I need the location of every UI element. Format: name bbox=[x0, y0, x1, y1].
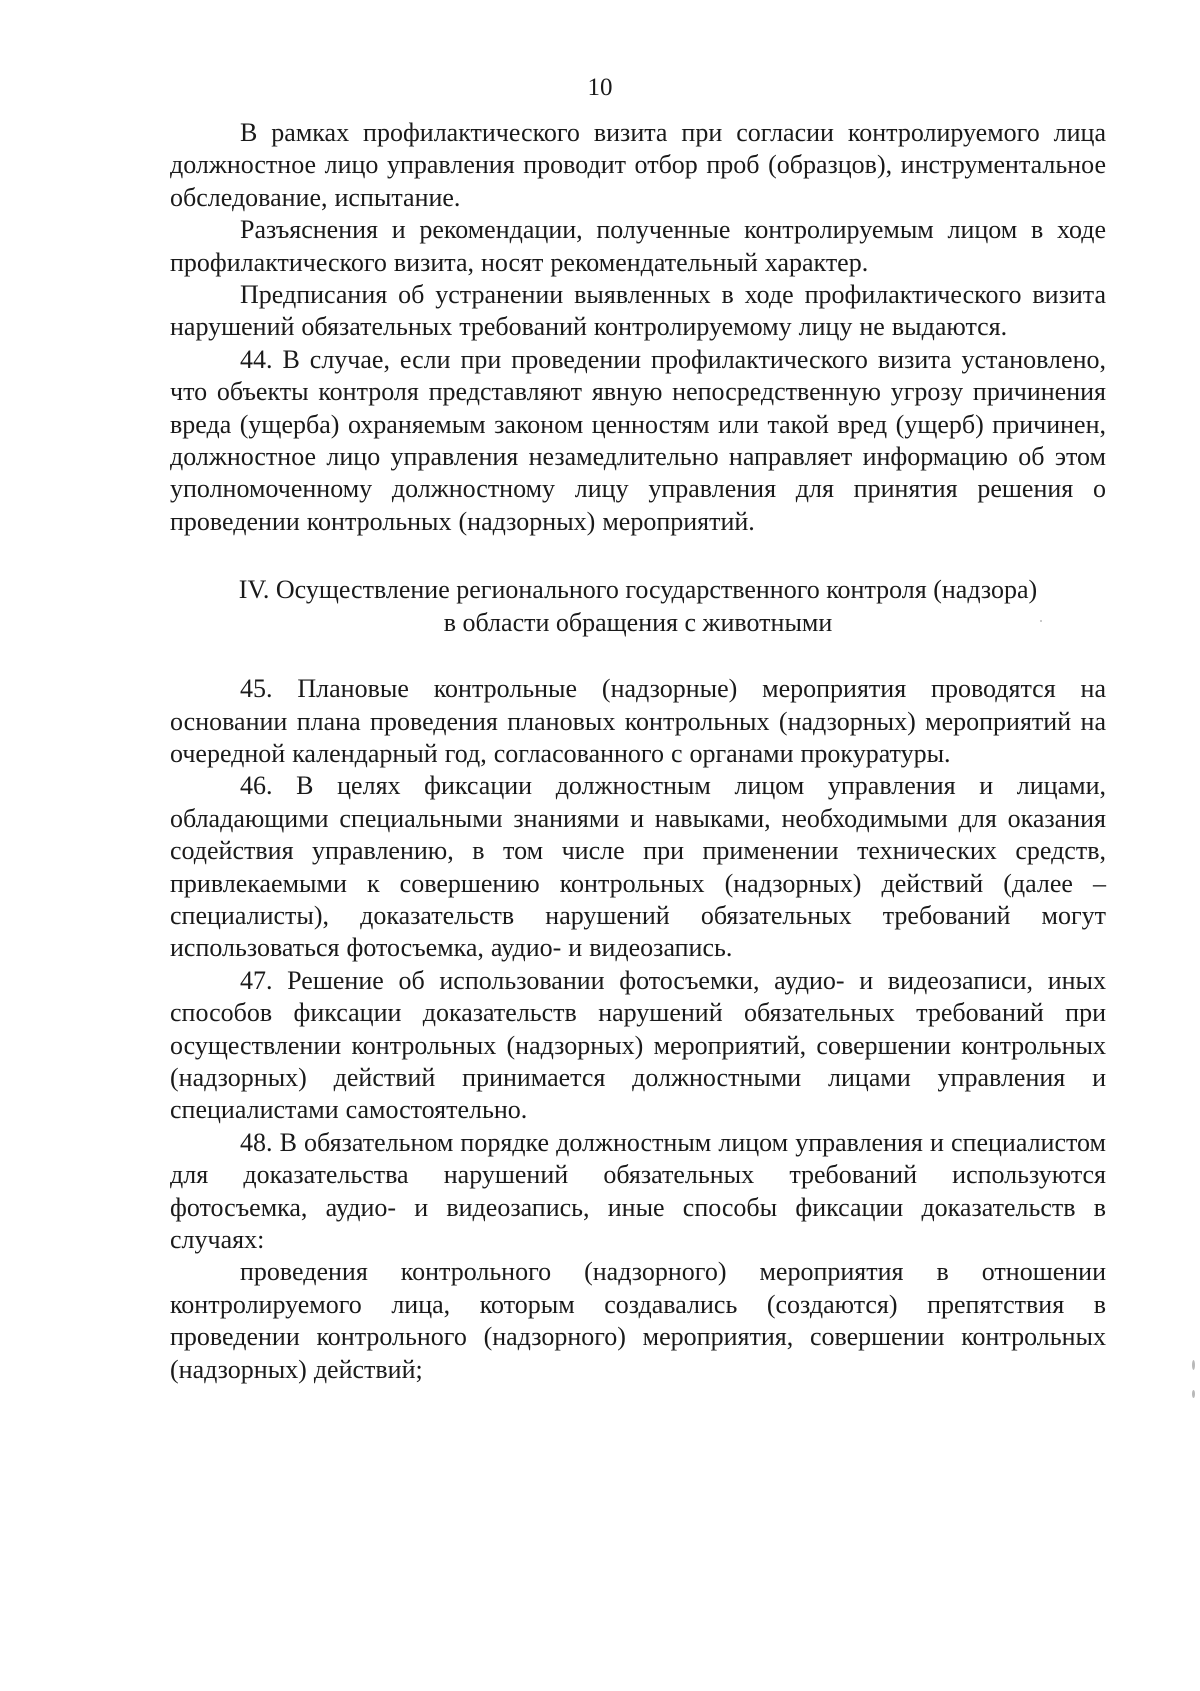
paragraph: проведения контрольного (надзорного) мероприятия в отношении контролируемого лица, которым создавались (создаются) препятствия в проведении контрольного (надзорного) мероприятия, совершении контрольных (надзорных) действий; bbox=[170, 1257, 1106, 1384]
paragraph-48: 48. В обязательном порядке должностным лицом управления и специалистом для доказательства нарушений обязательных требований используются фотосъемка, аудио- и видеозапись, иные способы фиксации доказательств в случаях: bbox=[170, 1127, 1106, 1254]
scan-speck bbox=[1192, 1390, 1195, 1398]
document-body bbox=[170, 117, 1106, 1386]
paragraph: Предписания об устранении выявленных в ходе профилактического визита нарушений обязательных требований контролируемому лицу не выдаются. bbox=[170, 280, 1106, 342]
paragraph: Разъяснения и рекомендации, полученные контролируемым лицом в ходе профилактического визита, носят рекомендательный характер. bbox=[170, 215, 1106, 277]
paragraph-47: 47. Решение об использовании фотосъемки, аудио- и видеозаписи, иных способов фиксации доказательств нарушений обязательных требований при осуществлении контрольных (надзорных) мероприятий, совершении контрольных (надзорных) действий принимается должностными лицами управления и специалистами самостоятельно. bbox=[170, 965, 1106, 1125]
scan-speck bbox=[1040, 620, 1042, 622]
paragraph: В рамках профилактического визита при согласии контролируемого лица должностное лицо управления проводит отбор проб (образцов), инструментальное обследование, испытание. bbox=[170, 118, 1106, 212]
paragraph-46: 46. В целях фиксации должностным лицом управления и лицами, обладающими специальными знаниями и навыками, необходимыми для оказания содействия управлению, в том числе при применении технических средств, привлекаемыми к совершению контрольных (надзорных) действий (далее – специалисты), доказательств нарушений обязательных требований могут использоваться фотосъемка, аудио- и видеозапись. bbox=[170, 771, 1106, 963]
paragraph-44: 44. В случае, если при проведении профилактического визита установлено, что объекты контроля представляют явную непосредственную угрозу причинения вреда (ущерба) охраняемым законом ценностям или такой вред (ущерб) причинен, должностное лицо управления незамедлительно направляет информацию об этом уполномоченному должностному лицу управления для принятия решения о проведении контрольных (надзорных) мероприятий. bbox=[170, 344, 1106, 536]
section-heading-line: IV. Осуществление регионального государственного контроля (надзора) bbox=[238, 575, 1038, 605]
page-number: 10 bbox=[587, 74, 613, 101]
section-heading bbox=[170, 574, 1106, 639]
paragraph-45: 45. Плановые контрольные (надзорные) мероприятия проводятся на основании плана проведения плановых контрольных (надзорных) мероприятий на очередной календарный год, согласованного с органами прокуратуры. bbox=[170, 674, 1106, 768]
section-heading-line: в области обращения с животными bbox=[443, 607, 833, 637]
scan-speck bbox=[1192, 1360, 1195, 1370]
